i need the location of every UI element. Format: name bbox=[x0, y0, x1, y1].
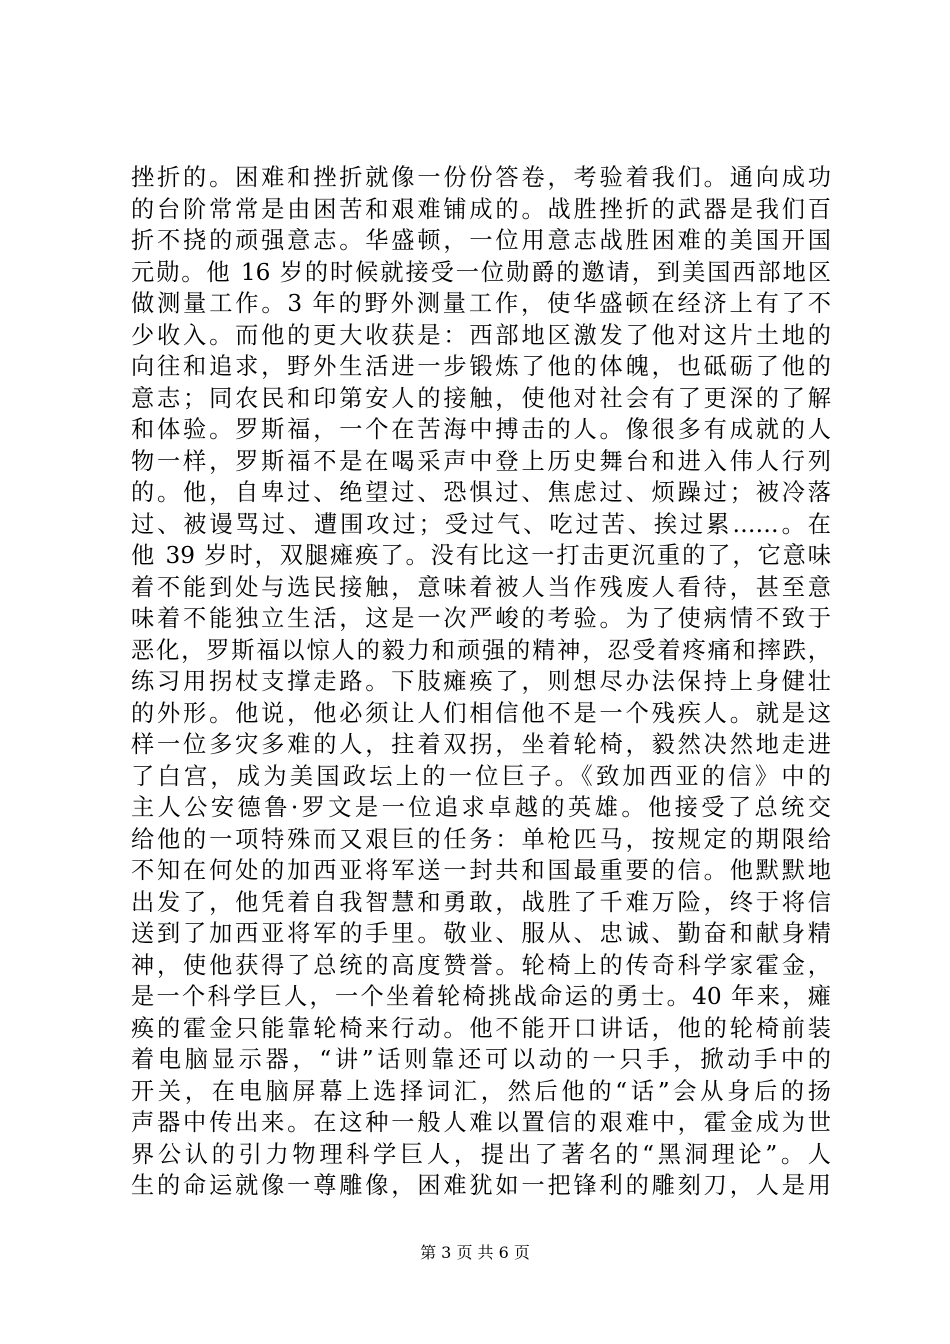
text-line: 他 39 岁时，双腿瘫痪了。没有比这一打击更沉重的了，它意味 bbox=[131, 542, 831, 569]
text-line: 的台阶常常是由困苦和艰难铺成的。战胜挫折的武器是我们百 bbox=[131, 195, 831, 223]
text-line: 做测量工作。3 年的野外测量工作，使华盛顿在经济上有了不 bbox=[131, 290, 831, 317]
text-line: 了白宫，成为美国政坛上的一位巨子。《致加西亚的信》中的 bbox=[131, 762, 831, 790]
page-footer: 第 3 页 共 6 页 bbox=[420, 1243, 530, 1262]
text-line: 出发了，他凭着自我智慧和勇敢，战胜了千难万险，终于将信 bbox=[131, 888, 831, 916]
text-line: 样一位多灾多难的人，拄着双拐，坐着轮椅，毅然决然地走进 bbox=[131, 731, 831, 758]
text-line: 主人公安德鲁·罗文是一位追求卓越的英雄。他接受了总统交 bbox=[131, 794, 831, 821]
text-line: 是一个科学巨人，一个坐着轮椅挑战命运的勇士。40 年来，瘫 bbox=[131, 983, 831, 1010]
text-line: 给他的一项特殊而又艰巨的任务：单枪匹马，按规定的期限给 bbox=[131, 825, 831, 853]
text-line: 的。他，自卑过、绝望过、恐惧过、焦虑过、烦躁过；被冷落 bbox=[131, 479, 831, 506]
text-line: 向往和追求，野外生活进一步锻炼了他的体魄，也砥砺了他的 bbox=[131, 353, 831, 380]
text-line: 元勋。他 16 岁的时候就接受一位勋爵的邀请，到美国西部地区 bbox=[131, 258, 831, 286]
text-line: 挫折的。困难和挫折就像一份份答卷，考验着我们。通向成功 bbox=[131, 164, 831, 191]
text-line: 声器中传出来。在这种一般人难以置信的艰难中，霍金成为世 bbox=[131, 1109, 831, 1136]
text-line: 界公认的引力物理科学巨人，提出了著名的“黑洞理论”。人 bbox=[131, 1140, 831, 1168]
text-line: 恶化，罗斯福以惊人的毅力和顽强的精神，忍受着疼痛和摔跌， bbox=[131, 636, 831, 664]
text-line: 着不能到处与选民接触，意味着被人当作残废人看待，甚至意 bbox=[131, 573, 831, 601]
text-line: 不知在何处的加西亚将军送一封共和国最重要的信。他默默地 bbox=[131, 857, 831, 884]
text-line: 物一样，罗斯福不是在喝采声中登上历史舞台和进入伟人行列 bbox=[131, 447, 831, 475]
text-line: 着电脑显示器，“讲”话则靠还可以动的一只手，掀动手中的 bbox=[131, 1046, 831, 1073]
text-line: 味着不能独立生活，这是一次严峻的考验。为了使病情不致于 bbox=[131, 605, 831, 632]
text-line: 生的命运就像一尊雕像，困难犹如一把锋利的雕刻刀，人是用 bbox=[131, 1172, 831, 1199]
body-text bbox=[131, 162, 831, 1202]
text-line: 过、被谩骂过、遭围攻过；受过气、吃过苦、挨过累……。在 bbox=[131, 510, 831, 538]
text-line: 意志；同农民和印第安人的接触，使他对社会有了更深的了解 bbox=[131, 384, 831, 412]
text-line: 开关，在电脑屏幕上选择词汇，然后他的“话”会从身后的扬 bbox=[131, 1077, 831, 1105]
text-line: 折不挠的顽强意志。华盛顿，一位用意志战胜困难的美国开国 bbox=[131, 227, 831, 254]
text-line: 和体验。罗斯福，一个在苦海中搏击的人。像很多有成就的人 bbox=[131, 416, 831, 443]
text-line: 痪的霍金只能靠轮椅来行动。他不能开口讲话，他的轮椅前装 bbox=[131, 1014, 831, 1042]
text-line: 少收入。而他的更大收获是：西部地区激发了他对这片土地的 bbox=[131, 321, 831, 349]
text-line: 的外形。他说，他必须让人们相信他不是一个残疾人。就是这 bbox=[131, 699, 831, 727]
text-line: 练习用拐杖支撑走路。下肢瘫痪了，则想尽办法保持上身健壮 bbox=[131, 668, 831, 695]
text-line: 神，使他获得了总统的高度赞誉。轮椅上的传奇科学家霍金， bbox=[131, 951, 831, 979]
text-line: 送到了加西亚将军的手里。敬业、服从、忠诚、勤奋和献身精 bbox=[131, 920, 831, 947]
